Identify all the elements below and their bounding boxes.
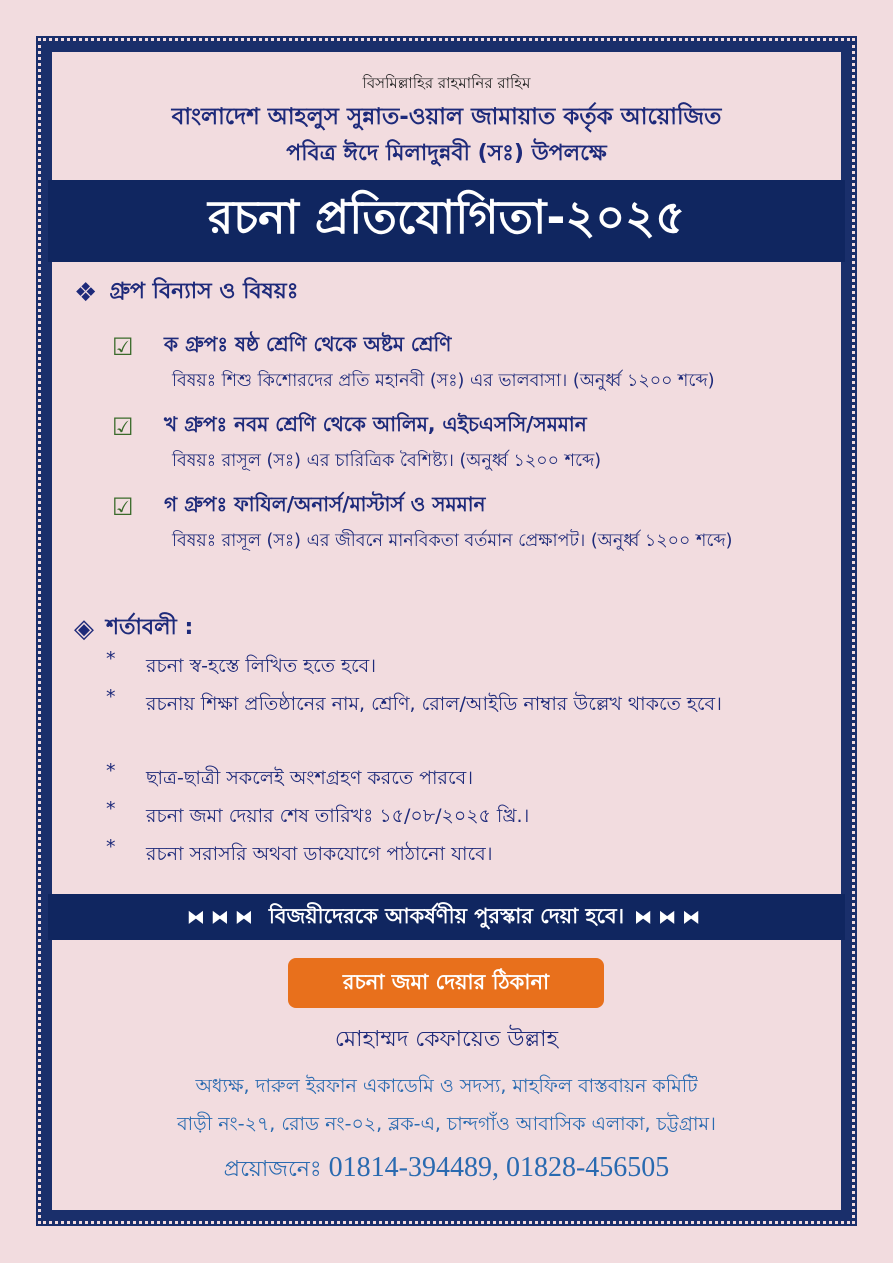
condition-item bbox=[106, 760, 806, 796]
condition-item bbox=[106, 836, 806, 872]
condition-text: রচনা জমা দেয়ার শেষ তারিখঃ ১৫/০৮/২০২৫ খ্রি.। bbox=[146, 805, 530, 827]
group-topic: বিষয়ঃ শিশু কিশোরদের প্রতি মহানবী (সঃ) এর ভালবাসা। (অনুর্ধ্ব ১২০০ শব্দে) bbox=[172, 371, 715, 391]
asterisk-icon: * bbox=[106, 798, 116, 820]
page-title: রচনা প্রতিযোগিতা-২০২৫ bbox=[207, 190, 686, 244]
poster-frame bbox=[36, 36, 857, 1226]
title-banner bbox=[48, 180, 845, 262]
submission-label-text: রচনা জমা দেয়ার ঠিকানা bbox=[342, 969, 550, 994]
asterisk-icon: * bbox=[106, 648, 116, 670]
contact-person: মোহাম্মদ কেফায়েত উল্লাহ bbox=[334, 1027, 559, 1052]
group-name: খ গ্রুপঃ নবম শ্রেণি থেকে আলিম, এইচএসসি/সমমান bbox=[164, 412, 587, 436]
condition-item bbox=[106, 648, 806, 684]
phone-line bbox=[50, 1152, 843, 1189]
organizer-text: বাংলাদেশ আহলুস সুন্নাত-ওয়াল জামায়াত কর্তৃক আয়োজিত bbox=[171, 104, 722, 130]
condition-item bbox=[106, 686, 806, 722]
group-name: ক গ্রুপঃ ষষ্ঠ শ্রেণি থেকে অষ্টম শ্রেণি bbox=[164, 332, 452, 356]
asterisk-icon: * bbox=[106, 760, 116, 782]
occasion-text: পবিত্র ঈদে মিলাদুন্নবী (সঃ) উপলক্ষে bbox=[286, 141, 607, 166]
prize-banner bbox=[48, 894, 845, 940]
submission-address-label bbox=[288, 958, 604, 1008]
bowtie-icon: ⧓⧓⧓ bbox=[634, 906, 707, 928]
diamond-cluster-icon: ❖ bbox=[74, 277, 98, 308]
checkbox-icon: ☑ bbox=[112, 412, 134, 441]
address-text: বাড়ী নং-২৭, রোড নং-০২, ব্লক-এ, চান্দগাঁও আবাসিক এলাকা, চট্টগ্রাম। bbox=[177, 1113, 716, 1135]
condition-item bbox=[106, 798, 806, 834]
conditions-heading-text: শর্তাবলী : bbox=[106, 615, 194, 640]
group-topic: বিষয়ঃ রাসূল (সঃ) এর জীবনে মানবিকতা বর্তমান প্রেক্ষাপট। (অনুর্ধ্ব ১২০০ শব্দে) bbox=[172, 531, 733, 551]
condition-text: রচনায় শিক্ষা প্রতিষ্ঠানের নাম, শ্রেণি, রোল/আইডি নাম্বার উল্লেখ থাকতে হবে। bbox=[146, 693, 722, 715]
condition-text: ছাত্র-ছাত্রী সকলেই অংশগ্রহণ করতে পারবে। bbox=[146, 767, 474, 789]
groups-heading bbox=[74, 274, 298, 311]
group-topic: বিষয়ঃ রাসূল (সঃ) এর চারিত্রিক বৈশিষ্ট্য। (অনুর্ধ্ব ১২০০ শব্দে) bbox=[172, 451, 602, 471]
designation-text: অধ্যক্ষ, দারুল ইরফান একাডেমি ও সদস্য, মাহফিল বাস্তবায়ন কমিটি bbox=[195, 1075, 698, 1097]
phone-label: প্রয়োজনেঃ bbox=[223, 1157, 322, 1182]
group-item bbox=[112, 410, 587, 443]
asterisk-icon: * bbox=[106, 686, 116, 708]
asterisk-icon: * bbox=[106, 836, 116, 858]
conditions-heading bbox=[74, 610, 193, 647]
prize-text: বিজয়ীদেরকে আকর্ষণীয় পুরস্কার দেয়া হবে। bbox=[268, 903, 625, 928]
phone-numbers: 01814-394489, 01828-456505 bbox=[328, 1152, 670, 1183]
checkbox-icon: ☑ bbox=[112, 332, 134, 361]
bismillah-text: বিসমিল্লাহির রাহমানির রাহিম bbox=[362, 74, 531, 92]
groups-heading-text: গ্রুপ বিন্যাস ও বিষয়ঃ bbox=[109, 279, 299, 304]
group-name: গ গ্রুপঃ ফাযিল/অনার্স/মাস্টার্স ও সমমান bbox=[164, 492, 486, 516]
condition-text: রচনা স্ব-হস্তে লিখিত হতে হবে। bbox=[146, 655, 377, 677]
group-item bbox=[112, 330, 451, 363]
group-item bbox=[112, 490, 485, 523]
bowtie-icon: ⧓⧓⧓ bbox=[186, 906, 259, 928]
checkbox-icon: ☑ bbox=[112, 492, 134, 521]
condition-text: রচনা সরাসরি অথবা ডাকযোগে পাঠানো যাবে। bbox=[146, 843, 493, 865]
diamond-icon: ◈ bbox=[74, 613, 94, 644]
